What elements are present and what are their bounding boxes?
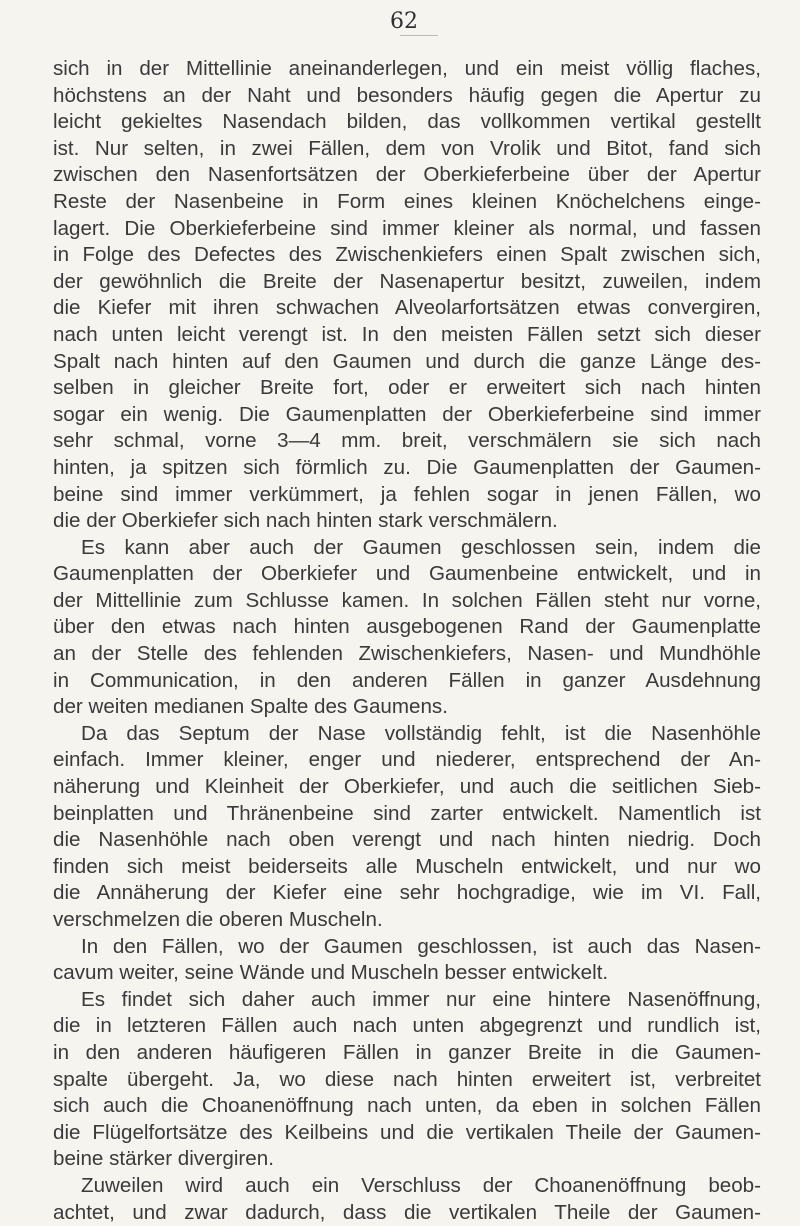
text-line: über den etwas nach hinten ausgebogenen Rand der Gaumenplatte xyxy=(53,615,761,639)
text-line: in Communication, in den anderen Fällen in ganzer Ausdehnung xyxy=(53,668,761,692)
text-line: einfach. Immer kleiner, enger und niederer, entsprechend der An- xyxy=(53,748,761,772)
text-line: ist. Nur selten, in zwei Fällen, dem von Vrolik und Bitot, fand sich xyxy=(53,136,761,160)
text-line: Zuweilen wird auch ein Verschluss der Choanenöffnung beob- xyxy=(81,1173,761,1197)
text-line: an der Stelle des fehlenden Zwischenkiefers, Nasen- und Mundhöhle xyxy=(53,642,761,666)
text-line: hinten, ja spitzen sich förmlich zu. Die Gaumenplatten der Gaumen- xyxy=(53,455,761,479)
text-line: sehr schmal, vorne 3—4 mm. breit, verschmälern sie sich nach xyxy=(53,429,761,453)
text-line: finden sich meist beiderseits alle Muscheln entwickelt, und nur wo xyxy=(53,854,761,878)
text-line: selben in gleicher Breite fort, oder er erweitert sich nach hinten xyxy=(53,376,761,400)
text-line: höchstens an der Naht und besonders häufig gegen die Apertur zu xyxy=(53,83,761,107)
text-line: der Mittellinie zum Schlusse kamen. In solchen Fällen steht nur vorne, xyxy=(53,588,761,612)
text-line: nach unten leicht verengt ist. In den meisten Fällen setzt sich dieser xyxy=(53,322,761,346)
text-line: In den Fällen, wo der Gaumen geschlossen, ist auch das Nasen- xyxy=(81,934,761,958)
text-line: in den anderen häufigeren Fällen in ganzer Breite in die Gaumen- xyxy=(53,1040,761,1064)
text-line: beine sind immer verkümmert, ja fehlen sogar in jenen Fällen, wo xyxy=(53,482,761,506)
text-line: die der Oberkiefer sich nach hinten stark verschmälern. xyxy=(53,509,558,533)
text-line: Spalt nach hinten auf den Gaumen und durch die ganze Länge des- xyxy=(53,349,761,373)
text-line: die Nasenhöhle nach oben verengt und nach hinten niedrig. Doch xyxy=(53,828,761,852)
text-line: cavum weiter, seine Wände und Muscheln besser entwickelt. xyxy=(53,961,609,985)
text-line: Reste der Nasenbeine in Form eines kleinen Knöchelchens einge- xyxy=(53,189,761,213)
text-line: verschmelzen die oberen Muscheln. xyxy=(53,908,383,931)
text-line: sogar ein wenig. Die Gaumenplatten der Oberkieferbeine sind immer xyxy=(53,402,761,426)
text-line: der gewöhnlich die Breite der Nasenapertur besitzt, zuweilen, indem xyxy=(53,269,761,293)
text-line: näherung und Kleinheit der Oberkiefer, und auch die seitlichen Sieb- xyxy=(53,775,761,799)
text-line: Es findet sich daher auch immer nur eine hintere Nasenöffnung, xyxy=(81,987,761,1011)
text-line: sich auch die Choanenöffnung nach unten, da eben in solchen Fällen xyxy=(53,1094,761,1118)
text-line: die Kiefer mit ihren schwachen Alveolarfortsätzen etwas convergiren, xyxy=(53,296,761,320)
text-line: die in letzteren Fällen auch nach unten abgegrenzt und rundlich ist, xyxy=(53,1014,761,1038)
text-line: spalte übergeht. Ja, wo diese nach hinten erweitert ist, verbreitet xyxy=(53,1067,761,1091)
text-line: die Flügelfortsätze des Keilbeins und die vertikalen Theile der Gaumen- xyxy=(53,1120,761,1144)
text-line: lagert. Die Oberkieferbeine sind immer kleiner als normal, und fassen xyxy=(53,216,761,240)
text-line: achtet, und zwar dadurch, dass die vertikalen Theile der Gaumen- xyxy=(53,1200,761,1224)
text-line: sich in der Mittellinie aneinanderlegen, und ein meist völlig flaches, xyxy=(53,57,761,80)
text-line: Gaumenplatten der Oberkiefer und Gaumenbeine entwickelt, und in xyxy=(53,562,761,586)
header-rule xyxy=(400,35,438,36)
text-line: leicht gekieltes Nasendach bilden, das vollkommen vertikal gestellt xyxy=(53,110,761,134)
text-line: in Folge des Defectes des Zwischenkiefers einen Spalt zwischen sich, xyxy=(53,243,761,267)
text-line: beine stärker divergiren. xyxy=(53,1147,274,1171)
text-line: Da das Septum der Nase vollständig fehlt, ist die Nasenhöhle xyxy=(81,721,761,745)
body-text xyxy=(53,56,761,1226)
text-line: beinplatten und Thränenbeine sind zarter entwickelt. Namentlich ist xyxy=(53,801,761,825)
page-number: 62 xyxy=(390,9,418,34)
text-line: zwischen den Nasenfortsätzen der Oberkieferbeine über der Apertur xyxy=(53,163,761,187)
text-line: Es kann aber auch der Gaumen geschlossen sein, indem die xyxy=(81,535,761,559)
text-line: der weiten medianen Spalte des Gaumens. xyxy=(53,695,448,719)
text-line: die Annäherung der Kiefer eine sehr hochgradige, wie im VI. Fall, xyxy=(53,881,761,905)
